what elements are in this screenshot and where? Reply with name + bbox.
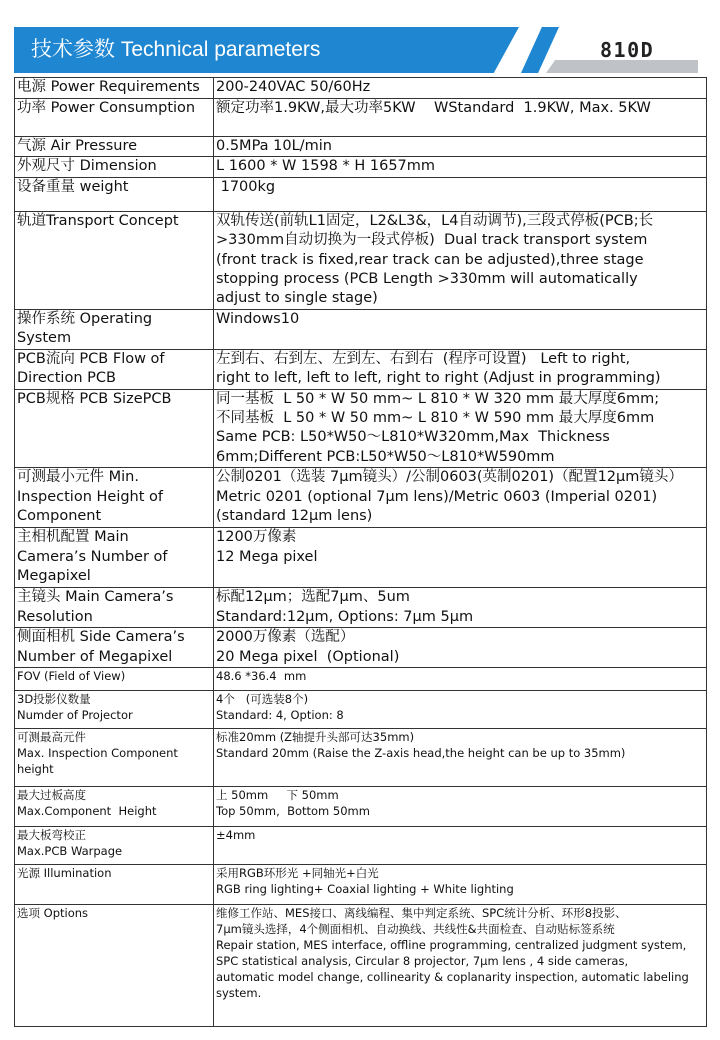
spec-value: 左到右、右到左、左到左、右到右 (程序可设置) Left to right, (216, 350, 631, 367)
spec-value: 额定功率1.9KW,最大功率5KW WStandard 1.9KW, Max. 5KW (216, 100, 651, 116)
spec-label: 主相机配置 Main (17, 529, 129, 546)
spec-label: height (17, 762, 54, 777)
spec-label: 气源 Air Pressure (17, 138, 138, 154)
spec-label-cell (15, 628, 214, 668)
spec-row (15, 389, 707, 468)
spec-row (15, 729, 707, 787)
spec-label-cell (15, 588, 214, 628)
spec-value-cell (214, 389, 707, 468)
spec-row (15, 309, 707, 349)
spec-row (15, 628, 707, 668)
spec-label: System (17, 330, 72, 347)
spec-label: 功率 Power Consumption (17, 100, 196, 116)
spec-value-cell (214, 78, 707, 99)
spec-value: 双轨传送(前轨L1固定，L2&L3&，L4自动调节),三段式停板(PCB;长 (216, 212, 654, 229)
spec-value-cell (214, 668, 707, 691)
spec-value: 1700kg (216, 178, 276, 195)
spec-value-cell (214, 177, 707, 211)
spec-label: Megapixel (17, 568, 91, 585)
spec-label: 光源 Illumination (17, 866, 112, 881)
spec-value: RGB ring lighting+ Coaxial lighting + White lighting (216, 882, 514, 897)
spec-value: (standard 12μm lens) (216, 508, 373, 525)
spec-label: 电源 Power Requirements (17, 79, 200, 95)
spec-value: system. (216, 986, 262, 1001)
spec-label: 侧面相机 Side Camera’s (17, 629, 185, 646)
spec-label: 轨道Transport Concept (17, 212, 179, 229)
spec-value: 采用RGB环形光 +同轴光+白光 (216, 866, 379, 881)
spec-row (15, 157, 707, 177)
spec-label: 可测最高元件 (17, 730, 86, 745)
spec-value: 同一基板 L 50 * W 50 mm~ L 810 * W 320 mm 最大厚度6mm; (216, 390, 660, 407)
spec-value: SPC statistical analysis, Circular 8 projector, 7μm lens , 4 side cameras, (216, 954, 629, 969)
spec-value: 12 Mega pixel (216, 548, 318, 565)
spec-value: L 1600 * W 1598 * H 1657mm (216, 158, 436, 175)
spec-value: Top 50mm, Bottom 50mm (216, 804, 370, 819)
spec-value-cell (214, 137, 707, 157)
spec-value-cell (214, 157, 707, 177)
spec-value: 2000万像素（选配） (216, 629, 355, 646)
spec-row (15, 787, 707, 827)
spec-label: 选项 Options (17, 906, 89, 921)
spec-label: Numder of Projector (17, 708, 133, 723)
spec-label: 最大过板高度 (17, 788, 86, 803)
spec-label-cell (15, 177, 214, 211)
spec-value-cell (214, 827, 707, 865)
spec-label-cell (15, 668, 214, 691)
spec-label-cell (15, 528, 214, 588)
spec-value: 4个 (可选装8个) (216, 692, 309, 707)
spec-value: 0.5MPa 10L/min (216, 138, 332, 154)
spec-label: 操作系统 Operating (17, 310, 153, 327)
spec-row (15, 588, 707, 628)
spec-label-cell (15, 865, 214, 905)
spec-row (15, 349, 707, 389)
spec-value: 上 50mm 下 50mm (216, 788, 339, 803)
spec-value: automatic model change, collinearity & coplanarity inspection, automatic labeling (216, 970, 689, 985)
spec-value-cell (214, 588, 707, 628)
spec-value: 维修工作站、MES接口、离线编程、集中判定系统、SPC统计分析、环形8投影、 (216, 906, 627, 921)
spec-label: 最大板弯校正 (17, 828, 86, 843)
spec-label: Max.PCB Warpage (17, 844, 123, 859)
spec-value: 20 Mega pixel (Optional) (216, 648, 400, 665)
spec-label: Max. Inspection Component (17, 746, 178, 761)
spec-value: 公制0201（选装 7μm镜头）/公制0603(英制0201)（配置12μm镜头） (216, 469, 683, 486)
spec-label-cell (15, 99, 214, 137)
spec-row (15, 99, 707, 137)
spec-value: stopping process (PCB Length >330mm will automatically (216, 271, 638, 288)
spec-label: 设备重量 weight (17, 178, 129, 195)
spec-value: (front track is fixed,rear track can be adjusted),three stage (216, 251, 644, 268)
spec-label: Camera’s Number of (17, 548, 168, 565)
spec-label: 可测最小元件 Min. (17, 469, 139, 486)
spec-label-cell (15, 137, 214, 157)
spec-label: 主镜头 Main Camera’s (17, 589, 174, 606)
spec-label-cell (15, 309, 214, 349)
spec-value: 1200万像素 (216, 529, 297, 546)
spec-label: 3D投影仪数量 (17, 692, 91, 707)
spec-value: Repair station, MES interface, offline programming, centralized judgment system, (216, 938, 687, 953)
spec-value: Standard: 4, Option: 8 (216, 708, 344, 723)
spec-label: FOV (Field of View) (17, 669, 126, 684)
spec-value-cell (214, 211, 707, 309)
spec-value: 不同基板 L 50 * W 50 mm~ L 810 * W 590 mm 最大厚度6mm (216, 410, 655, 427)
spec-label: Resolution (17, 608, 93, 625)
spec-value: Standard:12μm, Options: 7μm 5μm (216, 608, 474, 625)
spec-row (15, 668, 707, 691)
spec-value: adjust to single stage) (216, 290, 378, 307)
spec-value-cell (214, 349, 707, 389)
spec-value: right to left, left to left, right to right (Adjust in programming) (216, 370, 661, 387)
page-title: 技术参数 Technical parameters (31, 38, 321, 61)
spec-row (15, 528, 707, 588)
spec-row (15, 468, 707, 528)
spec-row (15, 827, 707, 865)
spec-label: 外观尺寸 Dimension (17, 158, 157, 175)
spec-value-cell (214, 865, 707, 905)
spec-label: PCB规格 PCB SizePCB (17, 390, 172, 407)
spec-label: Direction PCB (17, 370, 116, 387)
spec-label-cell (15, 78, 214, 99)
spec-value: 标配12μm；选配7μm、5um (216, 589, 410, 606)
spec-value: Same PCB: L50*W50～L810*W320mm,Max Thickness (216, 429, 610, 446)
spec-value: 标准20mm (Z轴提升头部可达35mm) (216, 730, 415, 745)
spec-value: Metric 0201 (optional 7μm lens)/Metric 0603 (Imperial 0201) (216, 488, 658, 505)
spec-label: Max.Component Height (17, 804, 157, 819)
spec-row (15, 905, 707, 1027)
spec-table (14, 77, 707, 1027)
spec-value: Standard 20mm (Raise the Z-axis head,the height can be up to 35mm) (216, 746, 626, 761)
spec-row (15, 177, 707, 211)
spec-row (15, 137, 707, 157)
spec-label-cell (15, 349, 214, 389)
spec-value-cell (214, 905, 707, 1027)
spec-label: Number of Megapixel (17, 648, 173, 665)
spec-value-cell (214, 691, 707, 729)
spec-value: 48.6 *36.4 mm (216, 669, 307, 684)
spec-value-cell (214, 729, 707, 787)
spec-row (15, 865, 707, 905)
model-number: 810D (600, 38, 655, 62)
spec-label-cell (15, 729, 214, 787)
spec-label-cell (15, 157, 214, 177)
spec-label-cell (15, 905, 214, 1027)
spec-value-cell (214, 99, 707, 137)
spec-row (15, 691, 707, 729)
spec-label: Inspection Height of (17, 488, 164, 505)
spec-row (15, 211, 707, 309)
spec-value-cell (214, 787, 707, 827)
spec-label-cell (15, 211, 214, 309)
spec-value: 200-240VAC 50/60Hz (216, 79, 371, 95)
spec-row (15, 78, 707, 99)
spec-value: ±4mm (216, 828, 256, 843)
spec-value-cell (214, 528, 707, 588)
spec-value: 7μm镜头选择，4个侧面相机、自动换线、共线性&共面检查、自动贴标签系统 (216, 922, 615, 937)
spec-label: PCB流向 PCB Flow of (17, 350, 165, 367)
spec-value-cell (214, 628, 707, 668)
spec-value: 6mm;Different PCB:L50*W50～L810*W590mm (216, 448, 555, 465)
spec-label-cell (15, 389, 214, 468)
spec-label: Component (17, 508, 102, 525)
spec-value: Windows10 (216, 310, 300, 327)
spec-value-cell (214, 309, 707, 349)
spec-label-cell (15, 827, 214, 865)
spec-label-cell (15, 468, 214, 528)
spec-value: >330mm自动切换为一段式停板) Dual track transport system (216, 232, 648, 249)
spec-label-cell (15, 787, 214, 827)
spec-value-cell (214, 468, 707, 528)
spec-label-cell (15, 691, 214, 729)
